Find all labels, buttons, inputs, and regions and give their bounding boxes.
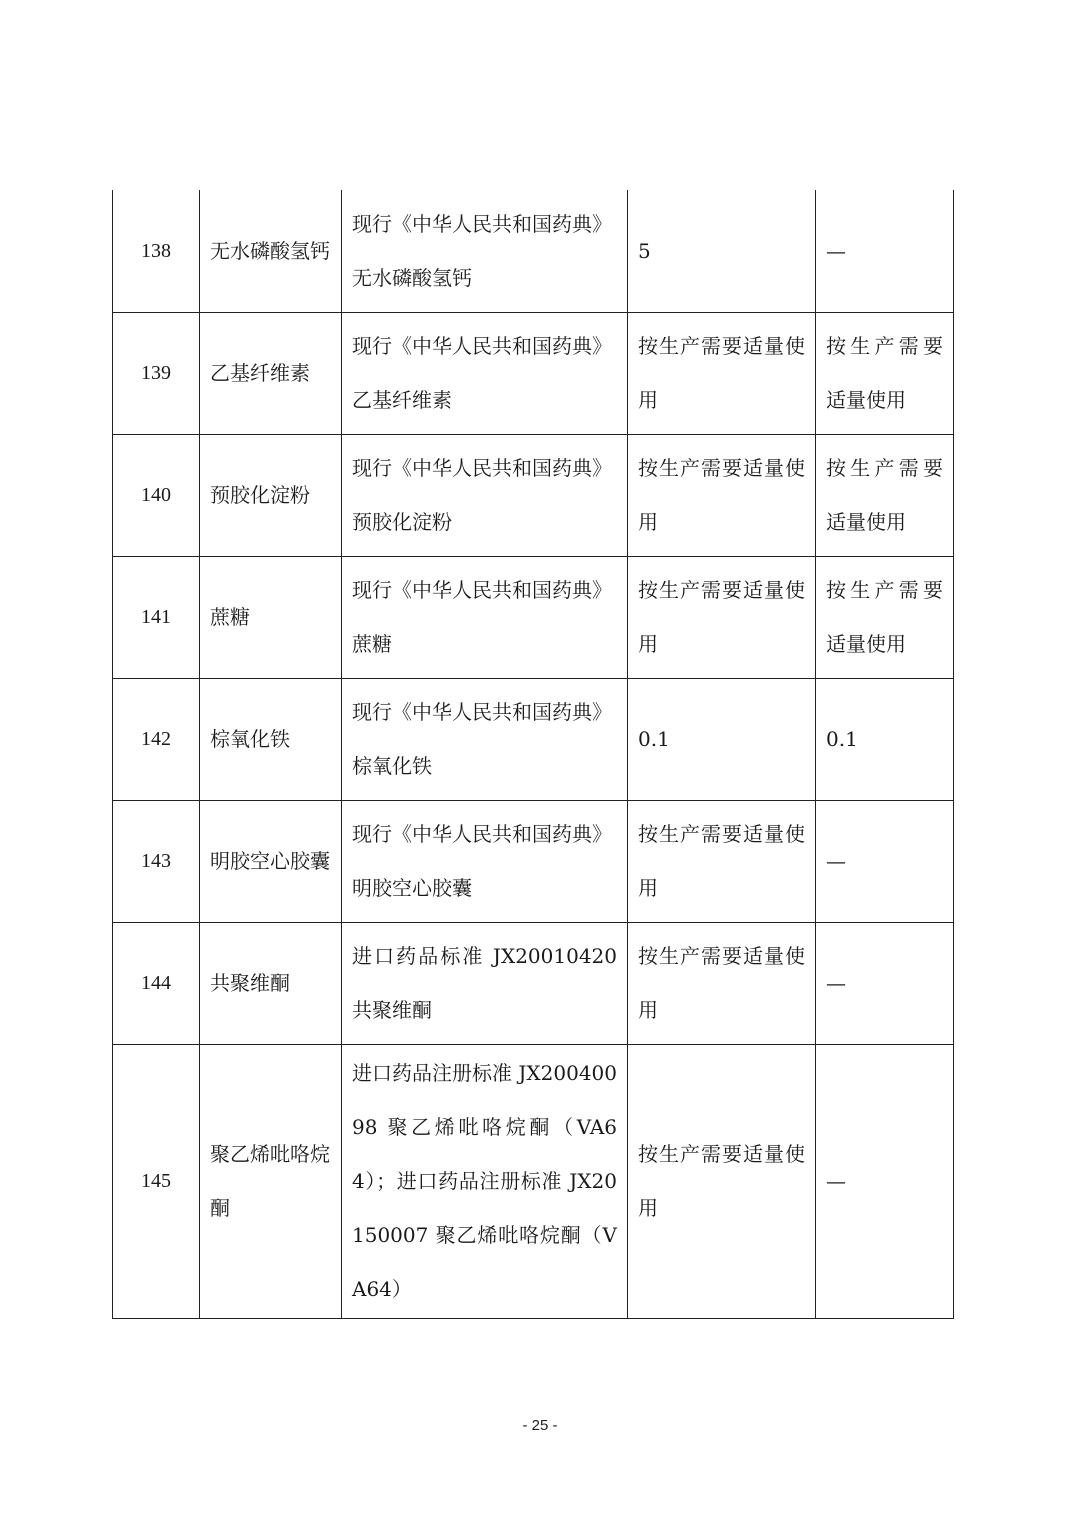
limit-value: 按生产需要适量使用 <box>628 312 816 434</box>
row-number: 143 <box>113 800 200 922</box>
row-number: 138 <box>113 190 200 312</box>
row-number: 139 <box>113 312 200 434</box>
limit-value-2: 按生产需要适量使用 <box>816 312 954 434</box>
standard-reference: 现行《中华人民共和国药典》蔗糖 <box>342 556 628 678</box>
excipient-name: 共聚维酮 <box>200 922 342 1044</box>
limit-value: 按生产需要适量使用 <box>628 1044 816 1318</box>
standard-reference: 进口药品标准 JX20010420 共聚维酮 <box>342 922 628 1044</box>
limit-value: 按生产需要适量使用 <box>628 434 816 556</box>
limit-value: 5 <box>628 190 816 312</box>
excipient-name: 棕氧化铁 <box>200 678 342 800</box>
row-number: 141 <box>113 556 200 678</box>
standard-reference: 进口药品注册标准 JX20040098 聚乙烯吡咯烷酮（VA64）；进口药品注册标准 JX20150007 聚乙烯吡咯烷酮（VA64） <box>342 1044 628 1318</box>
table-row <box>113 922 954 1044</box>
limit-value-2: — <box>816 190 954 312</box>
standard-reference: 现行《中华人民共和国药典》乙基纤维素 <box>342 312 628 434</box>
excipient-name: 无水磷酸氢钙 <box>200 190 342 312</box>
row-number: 142 <box>113 678 200 800</box>
table-row <box>113 312 954 434</box>
table-row <box>113 800 954 922</box>
standard-reference: 现行《中华人民共和国药典》预胶化淀粉 <box>342 434 628 556</box>
limit-value: 按生产需要适量使用 <box>628 800 816 922</box>
table-row <box>113 190 954 312</box>
excipient-name: 乙基纤维素 <box>200 312 342 434</box>
limit-value-2: — <box>816 922 954 1044</box>
table-row <box>113 434 954 556</box>
excipient-name: 明胶空心胶囊 <box>200 800 342 922</box>
limit-value-2: — <box>816 800 954 922</box>
limit-value: 按生产需要适量使用 <box>628 922 816 1044</box>
standard-reference: 现行《中华人民共和国药典》明胶空心胶囊 <box>342 800 628 922</box>
excipient-name: 聚乙烯吡咯烷酮 <box>200 1044 342 1318</box>
row-number: 140 <box>113 434 200 556</box>
excipient-table <box>112 190 954 1319</box>
row-number: 145 <box>113 1044 200 1318</box>
excipient-name: 预胶化淀粉 <box>200 434 342 556</box>
standard-reference: 现行《中华人民共和国药典》无水磷酸氢钙 <box>342 190 628 312</box>
table-row <box>113 1044 954 1318</box>
row-number: 144 <box>113 922 200 1044</box>
limit-value: 按生产需要适量使用 <box>628 556 816 678</box>
limit-value-2: 0.1 <box>816 678 954 800</box>
limit-value-2: 按生产需要适量使用 <box>816 434 954 556</box>
excipient-name: 蔗糖 <box>200 556 342 678</box>
limit-value-2: — <box>816 1044 954 1318</box>
limit-value-2: 按生产需要适量使用 <box>816 556 954 678</box>
table-row <box>113 556 954 678</box>
table-row <box>113 678 954 800</box>
page-number: - 25 - <box>522 1417 558 1434</box>
limit-value: 0.1 <box>628 678 816 800</box>
standard-reference: 现行《中华人民共和国药典》棕氧化铁 <box>342 678 628 800</box>
